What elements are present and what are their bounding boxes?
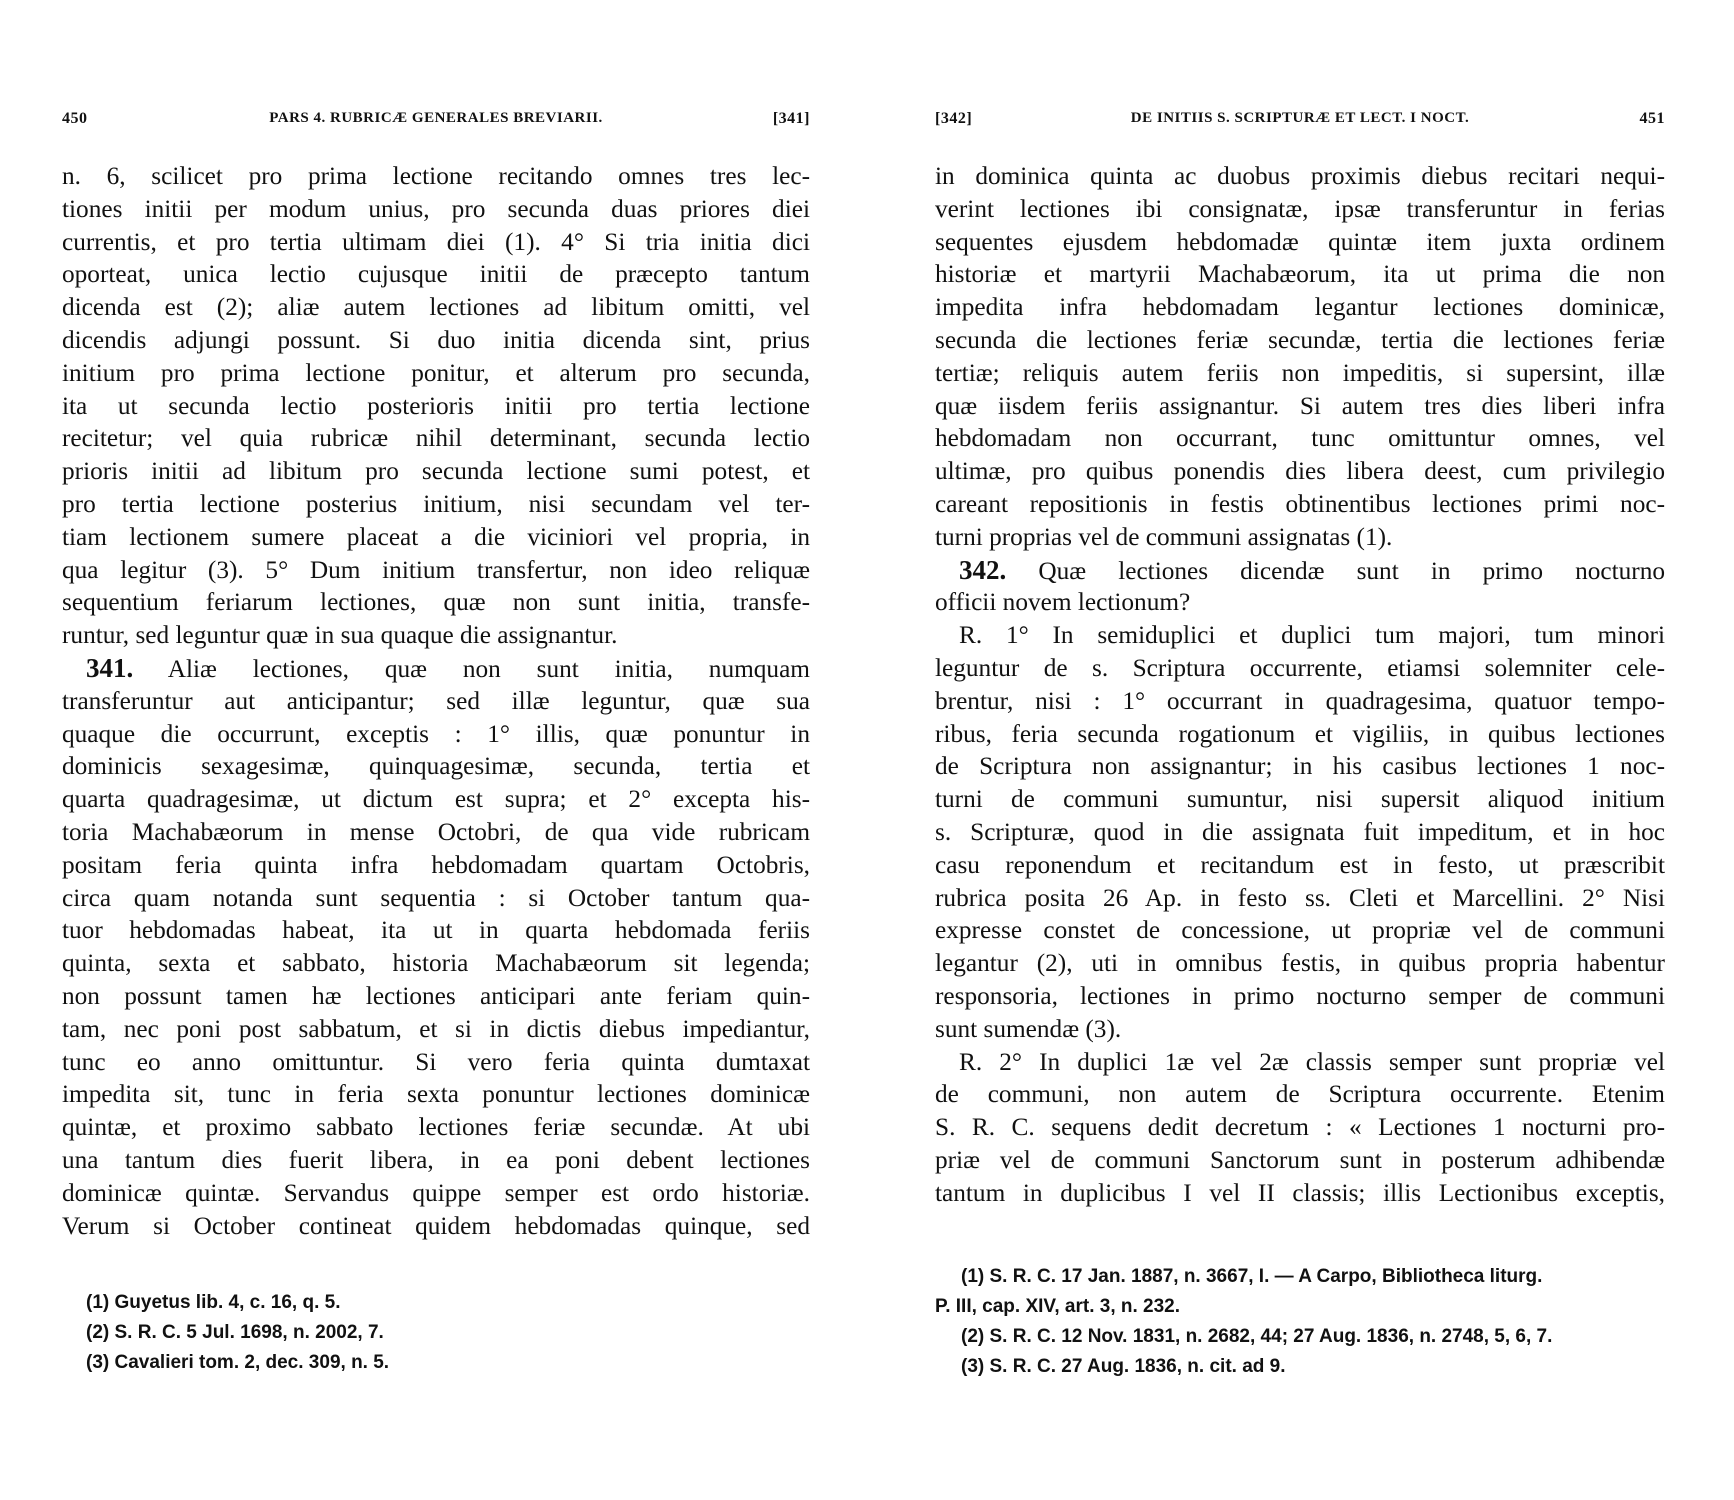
text-line: secunda die lectiones feriæ secundæ, tertia die lectiones feriæ bbox=[935, 325, 1665, 354]
footnote: P. III, cap. XIV, art. 3, n. 232. bbox=[935, 1296, 1181, 1317]
text-line: tiones initii per modum unius, pro secunda duas priores diei bbox=[62, 194, 810, 223]
text-line: expresse constet de concessione, ut propriæ vel de communi bbox=[935, 916, 1665, 945]
text-line: tam, nec poni post sabbatum, et si in dictis diebus impediantur, bbox=[62, 1014, 810, 1043]
body-text bbox=[935, 160, 1665, 1210]
footnote: (3) Cavalieri tom. 2, dec. 309, n. 5. bbox=[86, 1352, 390, 1373]
page-number: 450 bbox=[62, 110, 88, 127]
text-line: ultimæ, pro quibus ponendis dies libera deest, cum privilegio bbox=[935, 457, 1665, 486]
running-head bbox=[62, 110, 810, 136]
text-line: 341. Aliæ lectiones, quæ non sunt initia, numquam bbox=[86, 652, 810, 683]
text-line: quinta, sexta et sabbato, historia Machabæorum sit legenda; bbox=[62, 949, 810, 978]
header-title: DE INITIIS S. SCRIPTURÆ ET LECT. I NOCT. bbox=[1130, 110, 1470, 126]
text-line: Verum si October contineat quidem hebdomadas quinque, sed bbox=[62, 1211, 810, 1240]
text-line: non possunt tamen hæ lectiones anticipari ante feriam quin- bbox=[62, 981, 810, 1010]
text-line: s. Scripturæ, quod in die assignata fuit impeditum, et in hoc bbox=[935, 817, 1665, 846]
text-line: currentis, et pro tertia ultimam diei (1). 4° Si tria initia dici bbox=[62, 227, 810, 256]
text-line: tuor hebdomadas habeat, ita ut in quarta hebdomada feriis bbox=[62, 916, 810, 945]
text-line: de communi, non autem de Scriptura occurrente. Etenim bbox=[935, 1080, 1665, 1109]
body-text bbox=[62, 160, 810, 1242]
section-ref: [342] bbox=[935, 110, 973, 127]
text-line: ribus, feria secunda rogationum et vigiliis, in quibus lectiones bbox=[935, 719, 1665, 748]
text-line: quintæ, et proximo sabbato lectiones feriæ secundæ. At ubi bbox=[62, 1113, 810, 1142]
running-head bbox=[935, 110, 1665, 136]
text-line: runtur, sed leguntur quæ in sua quaque die assignantur. bbox=[62, 621, 618, 650]
text-line: quæ iisdem feriis assignantur. Si autem tres dies liberi infra bbox=[935, 391, 1665, 420]
text-line: prioris initii ad libitum pro secunda lectione sumi potest, et bbox=[62, 457, 810, 486]
text-line: n. 6, scilicet pro prima lectione recitando omnes tres lec- bbox=[62, 162, 810, 190]
text-line: dominicis sexagesimæ, quinquagesimæ, secunda, tertia et bbox=[62, 752, 810, 781]
text-line: ita ut secunda lectio posterioris initii pro tertia lectione bbox=[62, 391, 810, 420]
text-line: leguntur de s. Scriptura occurrente, etiamsi solemniter cele- bbox=[935, 653, 1665, 682]
text-line: dicendis adjungi possunt. Si duo initia dicenda sint, prius bbox=[62, 325, 810, 354]
text-line: turni proprias vel de communi assignatas (1). bbox=[935, 522, 1393, 551]
text-line: rubrica posita 26 Ap. in festo ss. Cleti et Marcellini. 2° Nisi bbox=[935, 883, 1665, 912]
text-line: circa quam notanda sunt sequentia : si October tantum qua- bbox=[62, 883, 810, 912]
footnote: (3) S. R. C. 27 Aug. 1836, n. cit. ad 9. bbox=[961, 1356, 1286, 1377]
header-title: PARS 4. RUBRICÆ GENERALES BREVIARII. bbox=[269, 110, 603, 126]
text-line: transferuntur aut anticipantur; sed illæ leguntur, quæ sua bbox=[62, 686, 810, 715]
text-line: 342. Quæ lectiones dicendæ sunt in primo nocturno bbox=[959, 554, 1665, 585]
text-line: de Scriptura non assignantur; in his casibus lectiones 1 noc- bbox=[935, 752, 1665, 781]
paragraph-number: 342. bbox=[959, 554, 1007, 585]
text-line: positam feria quinta infra hebdomadam quartam Octobris, bbox=[62, 850, 810, 879]
text-line: quaque die occurrunt, exceptis : 1° illis, quæ ponuntur in bbox=[62, 719, 810, 748]
text-line: in dominica quinta ac duobus proximis diebus recitari nequi- bbox=[935, 162, 1665, 190]
text-line: casu reponendum et recitandum est in festo, ut præscribit bbox=[935, 850, 1665, 879]
footnote: (1) S. R. C. 17 Jan. 1887, n. 3667, I. — A Carpo, Bibliotheca liturg. bbox=[961, 1266, 1543, 1287]
paragraph-number: 341. bbox=[86, 652, 134, 683]
text-line: dicenda est (2); aliæ autem lectiones ad libitum omitti, vel bbox=[62, 293, 810, 322]
text-line: R. 1° In semiduplici et duplici tum majori, tum minori bbox=[959, 621, 1665, 650]
text-line: qua legitur (3). 5° Dum initium transfertur, non ideo reliquæ bbox=[62, 555, 810, 584]
section-ref: [341] bbox=[772, 110, 810, 127]
page-number: 451 bbox=[1639, 110, 1665, 127]
text-line: R. 2° In duplici 1æ vel 2æ classis semper sunt propriæ vel bbox=[959, 1047, 1665, 1076]
text-line: pro tertia lectione posterius initium, nisi secundam vel ter- bbox=[62, 489, 810, 518]
text-line: turni de communi sumuntur, nisi supersit aliquod initium bbox=[935, 785, 1665, 814]
text-line: recitetur; vel quia rubricæ nihil determinant, secunda lectio bbox=[62, 424, 810, 453]
text-line: impedita sit, tunc in feria sexta ponuntur lectiones dominicæ bbox=[62, 1080, 810, 1109]
text-line: quarta quadragesimæ, ut dictum est supra; et 2° excepta his- bbox=[62, 785, 810, 814]
text-line: hebdomadam non occurrant, tunc omittuntur omnes, vel bbox=[935, 424, 1665, 453]
text-line: tiam lectionem sumere placeat a die viciniori vel propria, in bbox=[62, 522, 810, 551]
text-line: tunc eo anno omittuntur. Si vero feria quinta dumtaxat bbox=[62, 1047, 810, 1076]
text-line: responsoria, lectiones in primo nocturno semper de communi bbox=[935, 981, 1665, 1010]
text-line: una tantum dies fuerit libera, in ea poni debent lectiones bbox=[62, 1145, 810, 1174]
text-line: initium pro prima lectione ponitur, et alterum pro secunda, bbox=[62, 358, 810, 387]
footnote: (1) Guyetus lib. 4, c. 16, q. 5. bbox=[86, 1292, 341, 1313]
text-line: toria Machabæorum in mense Octobri, de qua vide rubricam bbox=[62, 817, 810, 846]
text-line: sunt sumendæ (3). bbox=[935, 1014, 1122, 1043]
text-line: tertiæ; reliquis autem feriis non impeditis, si supersint, illæ bbox=[935, 358, 1665, 387]
text-line: dominicæ quintæ. Servandus quippe semper est ordo historiæ. bbox=[62, 1178, 810, 1207]
text-line: legantur (2), uti in omnibus festis, in quibus propria habentur bbox=[935, 949, 1665, 978]
footnote: (2) S. R. C. 5 Jul. 1698, n. 2002, 7. bbox=[86, 1322, 384, 1343]
text-line: careant repositionis in festis obtinentibus lectiones primi noc- bbox=[935, 489, 1665, 518]
text-line: sequentium feriarum lectiones, quæ non sunt initia, transfe- bbox=[62, 588, 810, 617]
text-line: oporteat, unica lectio cujusque initii de præcepto tantum bbox=[62, 260, 810, 289]
text-line: impedita infra hebdomadam legantur lectiones dominicæ, bbox=[935, 293, 1665, 322]
text-line: sequentes ejusdem hebdomadæ quintæ item juxta ordinem bbox=[935, 227, 1665, 256]
text-line: historiæ et martyrii Machabæorum, ita ut prima die non bbox=[935, 260, 1665, 289]
text-line: officii novem lectionum? bbox=[935, 588, 1191, 617]
footnotes bbox=[86, 1288, 810, 1378]
text-line: verint lectiones ibi consignatæ, ipsæ transferuntur in ferias bbox=[935, 194, 1665, 223]
footnotes bbox=[935, 1262, 1665, 1382]
text-line: S. R. C. sequens dedit decretum : « Lectiones 1 nocturni pro- bbox=[935, 1113, 1665, 1142]
text-line: tantum in duplicibus I vel II classis; illis Lectionibus exceptis, bbox=[935, 1178, 1665, 1207]
footnote: (2) S. R. C. 12 Nov. 1831, n. 2682, 44; 27 Aug. 1836, n. 2748, 5, 6, 7. bbox=[961, 1326, 1553, 1347]
text-line: priæ vel de communi Sanctorum sunt in posterum adhibendæ bbox=[935, 1145, 1665, 1174]
text-line: brentur, nisi : 1° occurrant in quadragesima, quatuor tempo- bbox=[935, 686, 1665, 715]
